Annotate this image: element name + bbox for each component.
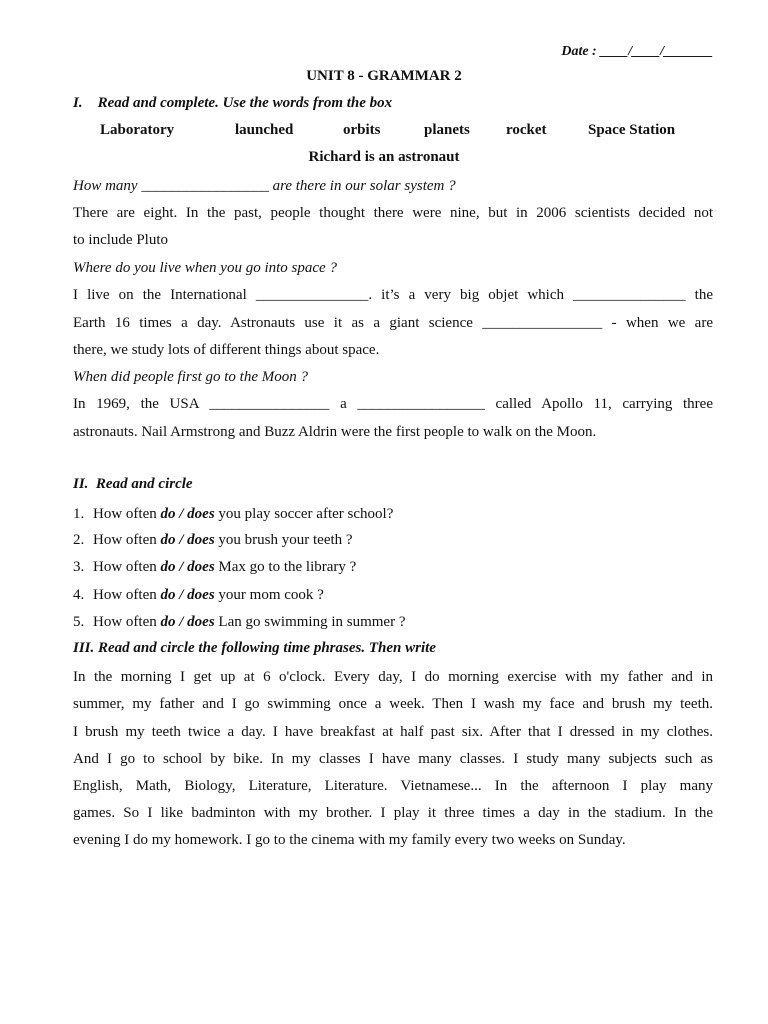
word-box-item: Space Station <box>588 122 676 138</box>
question-text-before: How often <box>93 614 161 630</box>
word-box-item: orbits <box>343 122 381 138</box>
question-text-before: How often <box>93 532 161 548</box>
passage-line: to include Pluto <box>73 232 168 248</box>
word-box-item: launched <box>235 122 294 138</box>
passage-line: There are eight. In the past, people thought there were nine, but in 2006 scientists decided not <box>73 205 713 221</box>
circle-question <box>73 611 405 633</box>
passage-line: I brush my teeth twice a day. I have breakfast at half past six. After that I dressed in my clothes. <box>73 724 713 740</box>
question-number: 4. <box>73 587 85 603</box>
question-text-after: you brush your teeth ? <box>214 532 353 548</box>
question-text-after: Max go to the library ? <box>214 559 357 575</box>
passage-line: In the morning I get up at 6 o'clock. Every day, I do morning exercise with my father and in <box>73 669 713 685</box>
unit-title: UNIT 8 - GRAMMAR 2 <box>306 68 462 84</box>
passage-line: summer, my father and I go swimming once a week. Then I wash my face and brush my teeth. <box>73 696 713 712</box>
passage-line: Earth 16 times a day. Astronauts use it as a giant science ________________ - when we are <box>73 315 713 331</box>
passage-question: How many _________________ are there in our solar system ? <box>73 178 456 194</box>
question-text-after: your mom cook ? <box>214 587 324 603</box>
passage-line: English, Math, Biology, Literature, Literature. Vietnamese... In the afternoon I play many <box>73 778 713 794</box>
date-line: Date : ____/____/_______ <box>561 44 713 59</box>
question-number: 2. <box>73 532 85 548</box>
circle-choice: do / does <box>160 559 215 575</box>
circle-question <box>73 503 393 525</box>
passage-line: I live on the International _______________. it’s a very big objet which _______________ the <box>73 287 713 303</box>
question-number: 3. <box>73 559 85 575</box>
question-number: 5. <box>73 614 85 630</box>
question-text-before: How often <box>93 506 161 522</box>
question-text-before: How often <box>93 559 161 575</box>
passage-line: astronauts. Nail Armstrong and Buzz Aldrin were the first people to walk on the Moon. <box>73 424 597 440</box>
passage-line: And I go to school by bike. In my classes I have many classes. I study many subjects such as <box>73 751 713 767</box>
word-box-item: rocket <box>506 122 547 138</box>
circle-choice: do / does <box>160 532 215 548</box>
passage-question: When did people first go to the Moon ? <box>73 369 308 385</box>
circle-question <box>73 529 353 551</box>
circle-question <box>73 556 356 578</box>
passage-line: In 1969, the USA ________________ a _________________ called Apollo 11, carrying three <box>73 396 713 412</box>
passage-line: evening I do my homework. I go to the cinema with my family every two weeks on Sunday. <box>73 832 626 848</box>
section-3-heading: III. Read and circle the following time phrases. Then write <box>73 640 436 656</box>
question-text-after: you play soccer after school? <box>214 506 394 522</box>
word-box-item: Laboratory <box>100 122 175 138</box>
section-1-heading: I. Read and complete. Use the words from the box <box>73 95 393 111</box>
passage-line: games. So I like badminton with my brother. I play it three times a day in the stadium. In the <box>73 805 713 821</box>
question-text-before: How often <box>93 587 161 603</box>
circle-question <box>73 584 324 606</box>
passage-title: Richard is an astronaut <box>308 149 460 165</box>
circle-choice: do / does <box>160 587 215 603</box>
section-2-heading: II. Read and circle <box>73 476 193 492</box>
question-text-after: Lan go swimming in summer ? <box>214 614 406 630</box>
passage-line: there, we study lots of different things about space. <box>73 342 380 358</box>
word-box-item: planets <box>424 122 470 138</box>
circle-choice: do / does <box>160 506 215 522</box>
circle-choice: do / does <box>160 614 215 630</box>
word-box <box>100 122 690 142</box>
passage-question: Where do you live when you go into space ? <box>73 260 337 276</box>
question-number: 1. <box>73 506 85 522</box>
